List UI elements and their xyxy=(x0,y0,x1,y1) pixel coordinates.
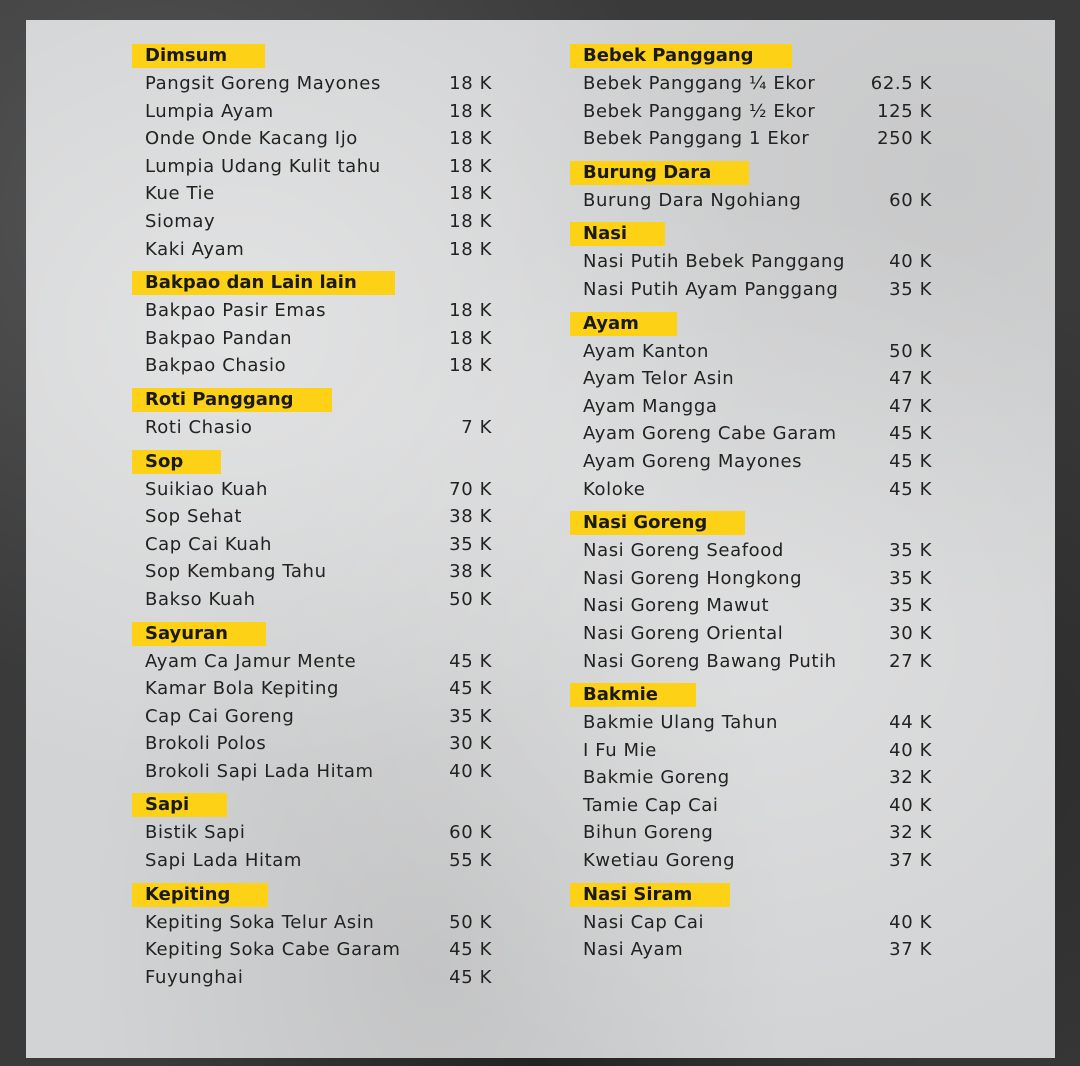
menu-column-left xyxy=(132,44,492,999)
menu-item-price: 62.5 K xyxy=(870,73,932,94)
menu-section-nasi-goreng xyxy=(570,511,932,675)
section-gap xyxy=(570,964,932,972)
menu-item-name: Kamar Bola Kepiting xyxy=(145,678,340,700)
menu-item-name: Bistik Sapi xyxy=(145,822,246,844)
section-title: Nasi Goreng xyxy=(570,511,745,535)
menu-item-price: 40 K xyxy=(449,760,492,782)
menu-item-price: 47 K xyxy=(889,368,932,390)
menu-item xyxy=(132,325,492,353)
menu-item-price: 35 K xyxy=(889,540,932,562)
menu-item-name: Tamie Cap Cai xyxy=(583,794,719,816)
menu-section-bebek-panggang xyxy=(570,44,932,153)
menu-item xyxy=(570,737,932,765)
menu-item-price: 38 K xyxy=(449,561,492,583)
section-gap xyxy=(132,614,492,622)
menu-item-name: Nasi Goreng Hongkong xyxy=(583,567,803,589)
menu-item-name: Ayam Telor Asin xyxy=(583,368,735,390)
menu-item-name: Lumpia Udang Kulit tahu xyxy=(145,155,381,177)
menu-item-name: Pangsit Goreng Mayones xyxy=(145,73,381,94)
menu-item xyxy=(132,352,492,380)
menu-item-name: Bihun Goreng xyxy=(583,822,714,844)
menu-item xyxy=(570,847,932,875)
menu-item xyxy=(570,565,932,593)
menu-item-price: 35 K xyxy=(889,567,932,589)
menu-item-name: Cap Cai Kuah xyxy=(145,533,273,555)
menu-item-name: Ayam Ca Jamur Mente xyxy=(145,650,357,672)
menu-item-name: Brokoli Polos xyxy=(145,733,267,755)
menu-section-nasi-siram xyxy=(570,883,932,964)
menu-item-name: Suikiao Kuah xyxy=(145,478,268,500)
menu-section-nasi xyxy=(570,222,932,303)
menu-item-name: Ayam Kanton xyxy=(583,340,710,362)
section-title: Roti Panggang xyxy=(132,388,332,412)
menu-item xyxy=(132,847,492,875)
menu-item-price: 35 K xyxy=(889,278,932,300)
menu-item-price: 44 K xyxy=(889,712,932,734)
menu-item-price: 18 K xyxy=(449,73,492,94)
menu-item-price: 45 K xyxy=(449,939,492,961)
menu-item-name: Bakmie Ulang Tahun xyxy=(583,712,778,734)
menu-item xyxy=(570,936,932,964)
menu-item xyxy=(132,586,492,614)
menu-item-price: 45 K xyxy=(449,650,492,672)
menu-item-price: 32 K xyxy=(889,822,932,844)
menu-item xyxy=(132,819,492,847)
menu-item xyxy=(132,414,492,442)
menu-item-name: Onde Onde Kacang Ijo xyxy=(145,128,358,150)
menu-panel xyxy=(26,20,1055,1058)
menu-item-price: 7 K xyxy=(461,416,492,438)
menu-item-price: 35 K xyxy=(449,533,492,555)
menu-section-dimsum xyxy=(132,44,492,263)
menu-item-price: 40 K xyxy=(889,251,932,273)
menu-item-name: Kepiting Soka Cabe Garam xyxy=(145,939,401,961)
menu-item xyxy=(570,476,932,504)
menu-item xyxy=(570,592,932,620)
menu-item xyxy=(570,537,932,565)
menu-section-sayuran xyxy=(132,622,492,786)
section-gap xyxy=(570,304,932,312)
menu-item xyxy=(132,758,492,786)
menu-item-name: Bebek Panggang ½ Ekor xyxy=(583,100,816,122)
menu-section-bakmie xyxy=(570,683,932,875)
menu-item-name: Nasi Cap Cai xyxy=(583,911,705,933)
menu-column-right xyxy=(570,44,932,972)
menu-item xyxy=(570,248,932,276)
menu-section-sapi xyxy=(132,793,492,874)
menu-item-name: Nasi Ayam xyxy=(583,939,684,961)
menu-item xyxy=(570,620,932,648)
menu-item-price: 30 K xyxy=(889,622,932,644)
menu-item xyxy=(570,393,932,421)
menu-item xyxy=(570,70,932,98)
menu-item-name: Brokoli Sapi Lada Hitam xyxy=(145,760,374,782)
menu-section-bakpao-dan-lain-lain xyxy=(132,271,492,380)
menu-section-ayam xyxy=(570,312,932,504)
menu-item-name: Nasi Goreng Seafood xyxy=(583,540,784,562)
menu-item xyxy=(132,531,492,559)
menu-item xyxy=(132,936,492,964)
menu-item-price: 40 K xyxy=(889,739,932,761)
section-title: Sapi xyxy=(132,793,227,817)
menu-item-name: Kue Tie xyxy=(145,183,215,205)
menu-item-price: 125 K xyxy=(877,100,932,122)
menu-item-price: 32 K xyxy=(889,767,932,789)
section-gap xyxy=(570,675,932,683)
menu-item-price: 45 K xyxy=(889,423,932,445)
menu-item xyxy=(132,675,492,703)
menu-item-price: 30 K xyxy=(449,733,492,755)
menu-item-price: 55 K xyxy=(449,850,492,872)
section-gap xyxy=(132,991,492,999)
menu-item xyxy=(132,236,492,264)
menu-item xyxy=(132,503,492,531)
menu-item-price: 37 K xyxy=(889,850,932,872)
section-gap xyxy=(132,875,492,883)
menu-item-price: 40 K xyxy=(889,794,932,816)
menu-item-price: 50 K xyxy=(449,911,492,933)
menu-item-name: Burung Dara Ngohiang xyxy=(583,189,802,211)
menu-item-price: 18 K xyxy=(449,327,492,349)
menu-item-price: 45 K xyxy=(889,450,932,472)
menu-item xyxy=(132,98,492,126)
menu-item-name: Nasi Putih Ayam Panggang xyxy=(583,278,839,300)
section-gap xyxy=(132,263,492,271)
menu-section-roti-panggang xyxy=(132,388,492,442)
menu-item-price: 18 K xyxy=(449,355,492,377)
menu-item xyxy=(570,187,932,215)
menu-item-name: Ayam Goreng Mayones xyxy=(583,450,803,472)
menu-item-name: Sop Sehat xyxy=(145,506,242,528)
menu-item xyxy=(570,365,932,393)
menu-item-price: 45 K xyxy=(449,678,492,700)
section-gap xyxy=(570,503,932,511)
menu-item-price: 60 K xyxy=(449,822,492,844)
menu-item-price: 35 K xyxy=(449,705,492,727)
menu-item-price: 37 K xyxy=(889,939,932,961)
menu-item-price: 18 K xyxy=(449,183,492,205)
menu-item-price: 40 K xyxy=(889,911,932,933)
menu-item xyxy=(132,964,492,992)
menu-item-name: Koloke xyxy=(583,478,646,500)
menu-item xyxy=(570,709,932,737)
menu-item-price: 47 K xyxy=(889,395,932,417)
menu-item xyxy=(570,648,932,676)
section-gap xyxy=(570,875,932,883)
menu-item-name: Ayam Mangga xyxy=(583,395,718,417)
section-title: Nasi Siram xyxy=(570,883,730,907)
menu-item xyxy=(132,703,492,731)
menu-item-name: Bakpao Chasio xyxy=(145,355,287,377)
menu-item xyxy=(570,792,932,820)
menu-item xyxy=(132,70,492,98)
menu-item xyxy=(132,648,492,676)
section-gap xyxy=(132,380,492,388)
menu-item-name: Nasi Putih Bebek Panggang xyxy=(583,251,845,273)
menu-item-price: 60 K xyxy=(889,189,932,211)
menu-item-price: 18 K xyxy=(449,128,492,150)
menu-item-price: 70 K xyxy=(449,478,492,500)
menu-item-price: 250 K xyxy=(877,128,932,150)
menu-item-price: 18 K xyxy=(449,238,492,260)
menu-item-name: Kwetiau Goreng xyxy=(583,850,736,872)
menu-item-name: Roti Chasio xyxy=(145,416,253,438)
menu-item-price: 45 K xyxy=(449,966,492,988)
menu-item xyxy=(570,420,932,448)
menu-item-price: 50 K xyxy=(889,340,932,362)
menu-section-kepiting xyxy=(132,883,492,992)
menu-item xyxy=(570,125,932,153)
menu-item-name: Nasi Goreng Mawut xyxy=(583,595,770,617)
section-title: Dimsum xyxy=(132,44,265,68)
section-gap xyxy=(570,153,932,161)
menu-section-burung-dara xyxy=(570,161,932,215)
menu-item xyxy=(132,180,492,208)
section-title: Ayam xyxy=(570,312,677,336)
menu-item-name: Bakpao Pasir Emas xyxy=(145,300,327,322)
menu-item-name: Kepiting Soka Telur Asin xyxy=(145,911,375,933)
section-title: Bakmie xyxy=(570,683,696,707)
menu-item-name: Bebek Panggang ¼ Ekor xyxy=(583,73,816,94)
menu-item-price: 35 K xyxy=(889,595,932,617)
menu-item xyxy=(570,448,932,476)
section-title: Nasi xyxy=(570,222,665,246)
menu-item-name: Ayam Goreng Cabe Garam xyxy=(583,423,837,445)
section-title: Sop xyxy=(132,450,221,474)
menu-item-name: I Fu Mie xyxy=(583,739,657,761)
section-title: Sayuran xyxy=(132,622,266,646)
section-title: Bebek Panggang xyxy=(570,44,792,68)
section-gap xyxy=(132,785,492,793)
menu-item-name: Sop Kembang Tahu xyxy=(145,561,327,583)
menu-item xyxy=(570,338,932,366)
menu-item-price: 18 K xyxy=(449,210,492,232)
menu-item xyxy=(132,558,492,586)
menu-item-price: 18 K xyxy=(449,155,492,177)
menu-item-name: Bakmie Goreng xyxy=(583,767,730,789)
section-title: Kepiting xyxy=(132,883,268,907)
menu-item xyxy=(570,276,932,304)
menu-item-name: Lumpia Ayam xyxy=(145,100,274,122)
section-title: Bakpao dan Lain lain xyxy=(132,271,395,295)
menu-item-name: Bebek Panggang 1 Ekor xyxy=(583,128,810,150)
menu-item-name: Bakpao Pandan xyxy=(145,327,293,349)
menu-item xyxy=(570,819,932,847)
menu-item-price: 27 K xyxy=(889,650,932,672)
menu-item-name: Kaki Ayam xyxy=(145,238,245,260)
menu-item-name: Nasi Goreng Oriental xyxy=(583,622,784,644)
menu-item-price: 38 K xyxy=(449,506,492,528)
menu-item-name: Bakso Kuah xyxy=(145,588,256,610)
section-gap xyxy=(132,442,492,450)
menu-item-price: 18 K xyxy=(449,300,492,322)
menu-item xyxy=(132,153,492,181)
section-gap xyxy=(570,214,932,222)
menu-item xyxy=(132,297,492,325)
menu-section-sop xyxy=(132,450,492,614)
menu-item xyxy=(132,909,492,937)
menu-item-name: Sapi Lada Hitam xyxy=(145,850,302,872)
menu-item xyxy=(570,909,932,937)
menu-item-name: Fuyunghai xyxy=(145,966,244,988)
menu-item xyxy=(570,98,932,126)
menu-item-price: 18 K xyxy=(449,100,492,122)
menu-item xyxy=(132,476,492,504)
menu-item xyxy=(132,208,492,236)
menu-item-price: 45 K xyxy=(889,478,932,500)
menu-item xyxy=(570,764,932,792)
menu-item xyxy=(132,730,492,758)
menu-item-name: Cap Cai Goreng xyxy=(145,705,295,727)
menu-item-name: Nasi Goreng Bawang Putih xyxy=(583,650,837,672)
menu-item xyxy=(132,125,492,153)
section-title: Burung Dara xyxy=(570,161,749,185)
menu-item-name: Siomay xyxy=(145,210,216,232)
menu-item-price: 50 K xyxy=(449,588,492,610)
